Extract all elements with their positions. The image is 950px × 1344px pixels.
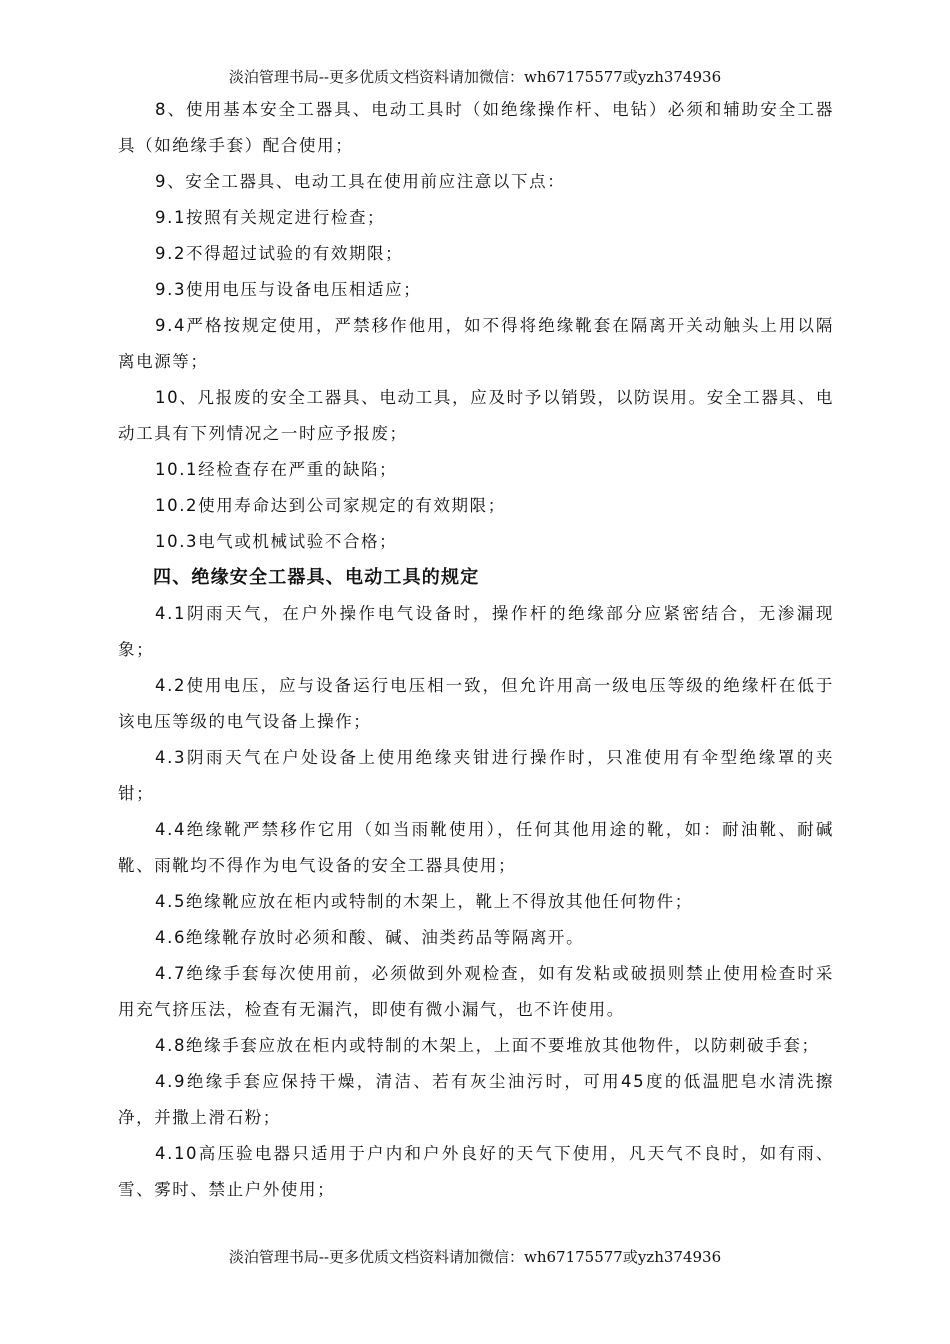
section-heading: 四、绝缘安全工器具、电动工具的规定 [153,567,480,588]
paragraph-4-3: 4.3阴雨天气在户处设备上使用绝缘夹钳进行操作时，只准使用有伞型绝缘罩的夹钳； [118,748,834,803]
paragraph-9: 9、安全工器具、电动工具在使用前应注意以下点： [155,172,566,191]
paragraph-10-3: 10.3电气或机械试验不合格； [155,532,398,551]
paragraph-4-8: 4.8绝缘手套应放在柜内或特制的木架上，上面不要堆放其他物件，以防刺破手套； [155,1036,820,1055]
paragraph-4-1: 4.1阴雨天气，在户外操作电气设备时，操作杆的绝缘部分应紧密结合，无渗漏现象； [118,604,834,659]
paragraph-9-1: 9.1按照有关规定进行检查； [155,208,386,227]
paragraph-4-6: 4.6绝缘靴存放时必须和酸、碱、油类药品等隔离开。 [155,928,585,947]
document-body [118,92,834,1208]
page-header: 淡泊管理书局--更多优质文档资料请加微信：wh67175577或yzh374936 [228,68,722,86]
paragraph-4-7: 4.7绝缘手套每次使用前，必须做到外观检查，如有发粘或破损则禁止使用检查时采用充气挤压法，检查有无漏汽，即使有微小漏气，也不许使用。 [118,964,834,1019]
paragraph-10-1: 10.1经检查存在严重的缺陷； [155,460,398,479]
paragraph-4-10: 4.10高压验电器只适用于户内和户外良好的天气下使用，凡天气不良时，如有雨、雪、雾时、禁止户外使用； [118,1144,834,1199]
paragraph-9-4: 9.4严格按规定使用，严禁移作他用，如不得将绝缘靴套在隔离开关动触头上用以隔离电源等； [118,316,834,371]
paragraph-10-2: 10.2使用寿命达到公司家规定的有效期限； [155,496,506,515]
page-footer: 淡泊管理书局--更多优质文档资料请加微信：wh67175577或yzh374936 [228,1248,722,1266]
paragraph-9-2: 9.2不得超过试验的有效期限； [155,244,404,263]
paragraph-9-3: 9.3使用电压与设备电压相适应； [155,280,422,299]
paragraph-10: 10、凡报废的安全工器具、电动工具，应及时予以销毁，以防误用。安全工器具、电动工具有下列情况之一时应予报废； [118,388,834,443]
paragraph-8: 8、使用基本安全工器具、电动工具时（如绝缘操作杆、电钻）必须和辅助安全工器具（如绝缘手套）配合使用； [118,100,834,155]
paragraph-4-5: 4.5绝缘靴应放在柜内或特制的木架上，靴上不得放其他任何物件； [155,892,693,911]
paragraph-4-9: 4.9绝缘手套应保持干燥，清洁、若有灰尘油污时，可用45度的低温肥皂水清洗擦净，并撒上滑石粉； [118,1072,834,1127]
paragraph-4-4: 4.4绝缘靴严禁移作它用（如当雨靴使用），任何其他用途的靴，如：耐油靴、耐碱靴、雨靴均不得作为电气设备的安全工器具使用； [118,820,834,875]
paragraph-4-2: 4.2使用电压，应与设备运行电压相一致，但允许用高一级电压等级的绝缘杆在低于该电压等级的电气设备上操作； [118,676,834,731]
